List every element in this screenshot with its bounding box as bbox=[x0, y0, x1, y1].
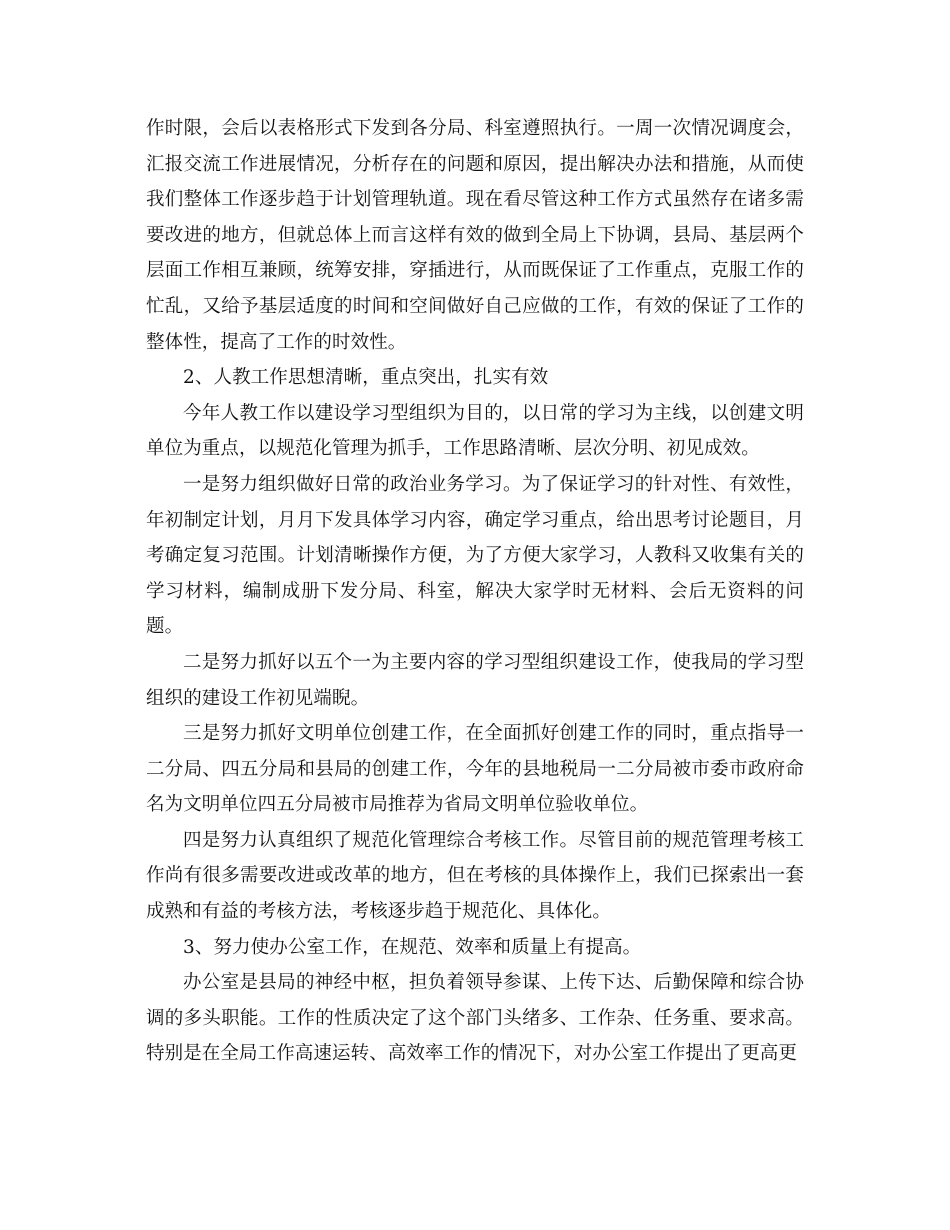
paragraph-personnel-overview: 今年人教工作以建设学习型组织为目的，以日常的学习为主线，以创建文明单位为重点，以规范化管理为抓手，工作思路清晰、层次分明、初见成效。 bbox=[146, 402, 804, 460]
heading-office-work: 3、努力使办公室工作，在规范、效率和质量上有提高。 bbox=[183, 936, 642, 958]
paragraph-political-study: 一是努力组织做好日常的政治业务学习。为了保证学习的针对性、有效性，年初制定计划，月月下发具体学习内容，确定学习重点，给出思考讨论题目，月考确定复习范围。计划清晰操作方便，为了方便大家学习，人教科又收集有关的学习材料，编制成册下发分局、科室，解决大家学时无材料、会后无资料的问题。 bbox=[146, 473, 804, 638]
paragraph-standardized-assessment: 四是努力认真组织了规范化管理综合考核工作。尽管目前的规范管理考核工作尚有很多需要改进或改革的地方，但在考核的具体操作上，我们已探索出一套成熟和有益的考核方法，考核逐步趋于规范化、具体化。 bbox=[146, 829, 804, 923]
paragraph-learning-organization: 二是努力抓好以五个一为主要内容的学习型组织建设工作，使我局的学习型组织的建设工作初见端睨。 bbox=[146, 651, 804, 709]
heading-personnel-education: 2、人教工作思想清晰，重点突出，扎实有效 bbox=[183, 367, 549, 389]
paragraph-planning-continuation: 作时限，会后以表格形式下发到各分局、科室遵照执行。一周一次情况调度会，汇报交流工作进展情况，分析存在的问题和原因，提出解决办法和措施，从而使我们整体工作逐步趋于计划管理轨道。现在看尽管这种工作方式虽然存在诸多需要改进的地方，但就总体上而言这样有效的做到全局上下协调，县局、基层两个层面工作相互兼顾，统筹安排，穿插进行，从而既保证了工作重点，克服工作的忙乱，又给予基层适度的时间和空间做好自己应做的工作，有效的保证了工作的整体性，提高了工作的时效性。 bbox=[146, 118, 804, 353]
paragraph-office-role: 办公室是县局的神经中枢，担负着领导参谋、上传下达、后勤保障和综合协调的多头职能。工作的性质决定了这个部门头绪多、工作杂、任务重、要求高。特别是在全局工作高速运转、高效率工作的情况下，对办公室工作提出了更高更 bbox=[146, 972, 804, 1065]
paragraph-civilized-unit: 三是努力抓好文明单位创建工作，在全面抓好创建工作的同时，重点指导一二分局、四五分局和县局的创建工作，今年的县地税局一二分局被市委市政府命名为文明单位四五分局被市局推荐为省局文明单位验收单位。 bbox=[146, 723, 804, 816]
document-page bbox=[146, 111, 804, 1072]
